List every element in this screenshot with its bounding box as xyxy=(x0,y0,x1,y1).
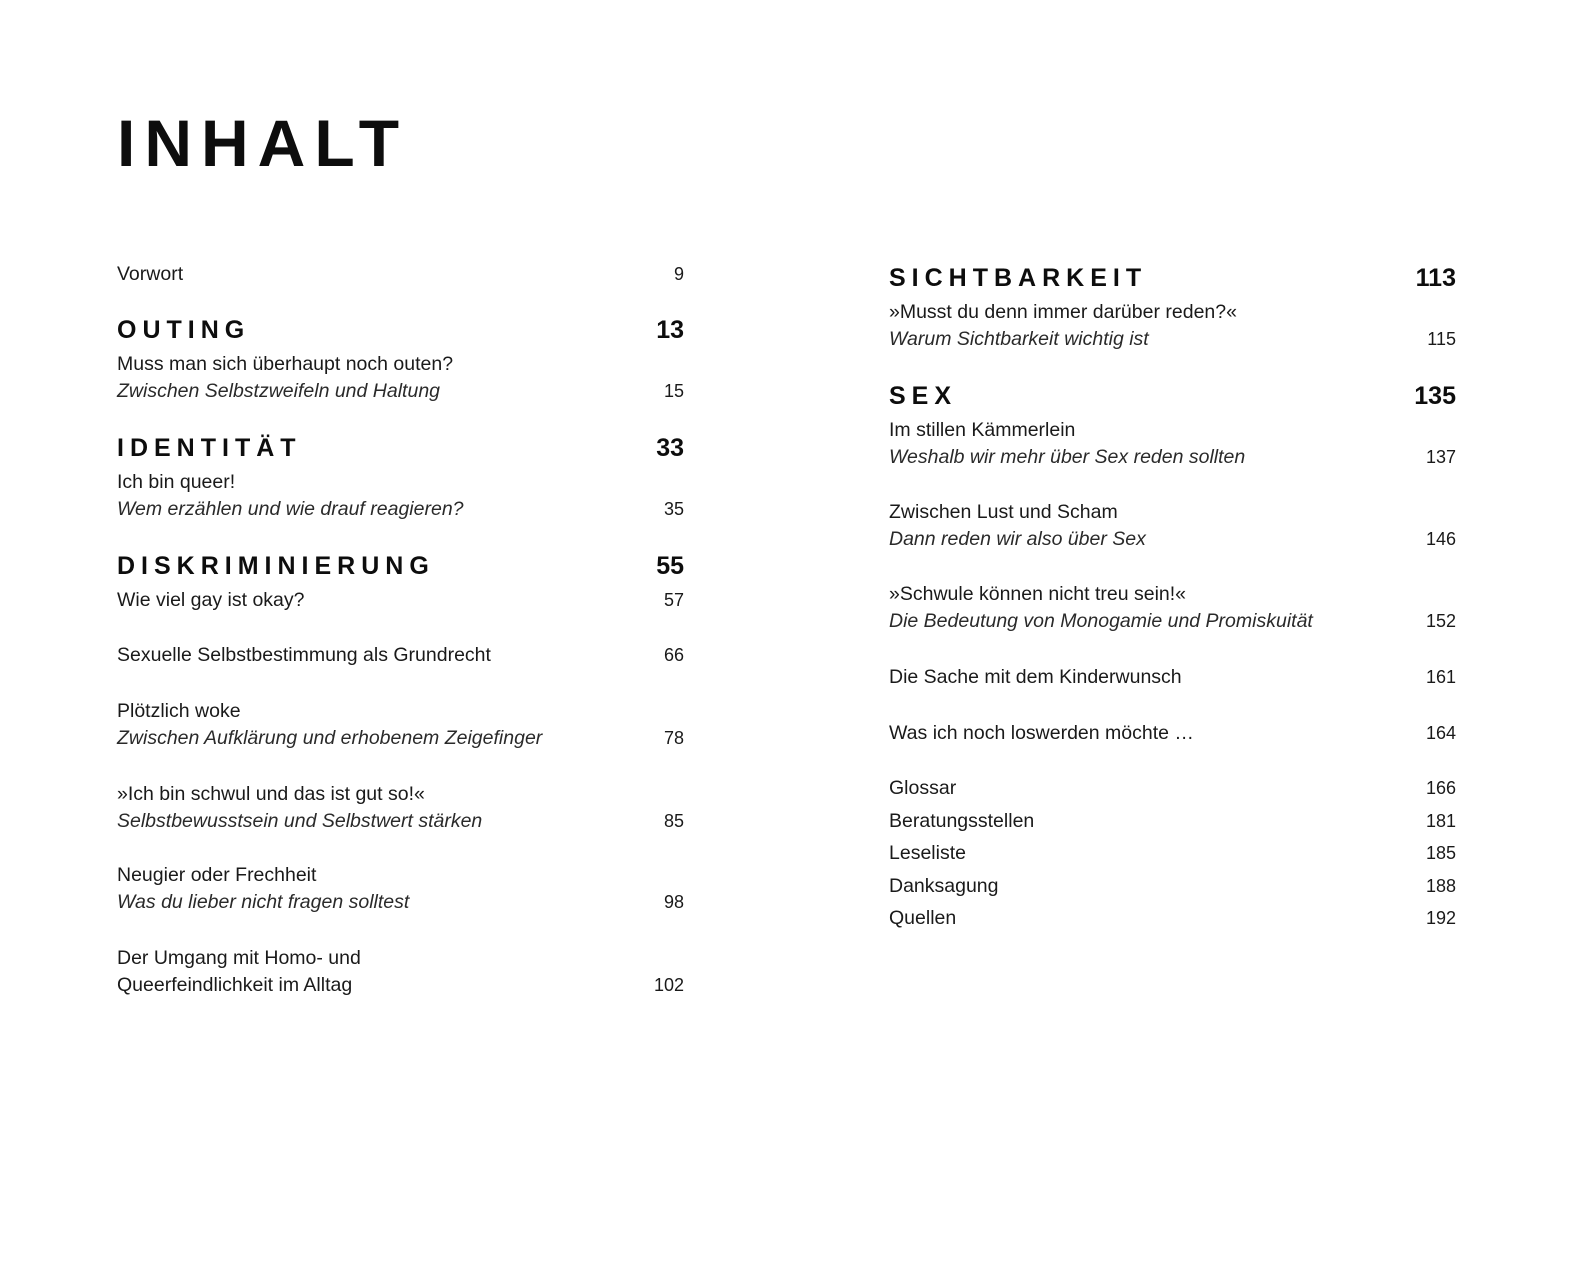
toc-entry-title: Plötzlich woke xyxy=(117,700,241,722)
toc-entry-quellen[interactable] xyxy=(889,905,1456,932)
toc-entry-title: Sexuelle Selbstbestimmung als Grundrecht xyxy=(117,644,491,666)
toc-entry[interactable] xyxy=(889,299,1456,353)
toc-entry[interactable] xyxy=(889,417,1456,471)
toc-entry-danksagung[interactable] xyxy=(889,873,1456,900)
section-heading: OUTING xyxy=(117,316,251,344)
toc-page-number: 66 xyxy=(663,645,684,665)
section-page-number: 135 xyxy=(1414,382,1456,410)
toc-entry-title: »Musst du denn immer darüber reden?« xyxy=(889,301,1237,323)
toc-entry-title: Wie viel gay ist okay? xyxy=(117,589,305,611)
toc-entry[interactable] xyxy=(889,581,1456,635)
toc-page-number: 9 xyxy=(673,264,684,284)
toc-section-sex[interactable] xyxy=(889,380,1456,412)
toc-entry-title-line-2: Queerfeindlichkeit im Alltag xyxy=(117,974,353,996)
toc-entry-beratungsstellen[interactable] xyxy=(889,808,1456,835)
toc-section-identitaet[interactable] xyxy=(117,432,684,464)
toc-page-number: 137 xyxy=(1425,447,1456,467)
page-title: INHALT xyxy=(117,106,409,180)
toc-entry-leseliste[interactable] xyxy=(889,840,1456,867)
section-page-number: 113 xyxy=(1415,264,1456,292)
toc-page-number: 192 xyxy=(1425,908,1456,928)
toc-page-number: 185 xyxy=(1425,843,1456,863)
section-page-number: 33 xyxy=(656,434,684,462)
toc-entry[interactable] xyxy=(117,698,684,752)
toc-entry-title: Die Sache mit dem Kinderwunsch xyxy=(889,666,1182,688)
toc-entry[interactable] xyxy=(889,664,1456,691)
toc-page-number: 152 xyxy=(1425,611,1456,631)
toc-page-number: 164 xyxy=(1425,723,1456,743)
toc-page-number: 35 xyxy=(663,499,684,519)
toc-page-number: 146 xyxy=(1425,529,1456,549)
toc-page-number: 181 xyxy=(1425,811,1456,831)
toc-entry-title: Muss man sich überhaupt noch outen? xyxy=(117,353,454,375)
toc-entry[interactable] xyxy=(889,499,1456,553)
toc-entry[interactable] xyxy=(117,642,684,669)
toc-entry-title: Leseliste xyxy=(889,842,966,864)
toc-page-number: 102 xyxy=(653,975,684,995)
toc-entry[interactable] xyxy=(889,720,1456,747)
toc-page-number: 115 xyxy=(1427,329,1456,349)
toc-page-number: 15 xyxy=(663,381,684,401)
section-heading: IDENTITÄT xyxy=(117,434,302,462)
toc-entry[interactable] xyxy=(117,351,684,405)
toc-entry[interactable] xyxy=(117,469,684,523)
toc-entry-title: Quellen xyxy=(889,907,957,929)
toc-page-number: 78 xyxy=(663,728,684,748)
toc-entry-subtitle: Dann reden wir also über Sex xyxy=(889,528,1146,550)
section-heading: SEX xyxy=(889,382,958,410)
toc-entry-title: Neugier oder Frechheit xyxy=(117,864,317,886)
toc-page-number: 57 xyxy=(663,590,684,610)
toc-entry-subtitle: Die Bedeutung von Monogamie und Promiskuität xyxy=(889,610,1313,632)
toc-entry-title: Was ich noch loswerden möchte … xyxy=(889,722,1194,744)
toc-page-number: 161 xyxy=(1425,667,1456,687)
toc-entry-subtitle: Zwischen Aufklärung und erhobenem Zeigefinger xyxy=(117,727,543,749)
toc-entry-glossar[interactable] xyxy=(889,775,1456,802)
toc-entry[interactable] xyxy=(117,862,684,916)
toc-entry[interactable] xyxy=(117,945,684,999)
toc-entry[interactable] xyxy=(117,781,684,835)
toc-entry-subtitle: Wem erzählen und wie drauf reagieren? xyxy=(117,498,464,520)
toc-entry-subtitle: Zwischen Selbstzweifeln und Haltung xyxy=(117,380,441,402)
toc-entry-subtitle: Warum Sichtbarkeit wichtig ist xyxy=(889,328,1149,350)
toc-entry-title: »Ich bin schwul und das ist gut so!« xyxy=(117,783,425,805)
toc-section-sichtbarkeit[interactable] xyxy=(889,262,1456,294)
toc-page-number: 188 xyxy=(1425,876,1456,896)
toc-entry-title: »Schwule können nicht treu sein!« xyxy=(889,583,1187,605)
section-page-number: 13 xyxy=(656,316,684,344)
section-page-number: 55 xyxy=(656,552,684,580)
toc-entry-title: Glossar xyxy=(889,777,957,799)
toc-section-outing[interactable] xyxy=(117,314,684,346)
toc-entry[interactable] xyxy=(117,587,684,614)
toc-entry-title: Vorwort xyxy=(117,263,184,285)
toc-entry-vorwort[interactable] xyxy=(117,261,684,288)
section-heading: SICHTBARKEIT xyxy=(889,264,1148,292)
section-heading: DISKRIMINIERUNG xyxy=(117,552,435,580)
toc-page-number: 85 xyxy=(663,811,684,831)
toc-entry-title: Ich bin queer! xyxy=(117,471,236,493)
toc-entry-title: Zwischen Lust und Scham xyxy=(889,501,1118,523)
toc-entry-title: Beratungsstellen xyxy=(889,810,1035,832)
toc-entry-subtitle: Was du lieber nicht fragen solltest xyxy=(117,891,410,913)
toc-entry-title: Im stillen Kämmerlein xyxy=(889,419,1076,441)
toc-entry-title: Danksagung xyxy=(889,875,999,897)
toc-page-number: 166 xyxy=(1425,778,1456,798)
toc-entry-subtitle: Weshalb wir mehr über Sex reden sollten xyxy=(889,446,1246,468)
toc-section-diskriminierung[interactable] xyxy=(117,550,684,582)
toc-entry-subtitle: Selbstbewusstsein und Selbstwert stärken xyxy=(117,810,483,832)
toc-page-number: 98 xyxy=(663,892,684,912)
toc-entry-title-line-1: Der Umgang mit Homo- und xyxy=(117,947,361,969)
